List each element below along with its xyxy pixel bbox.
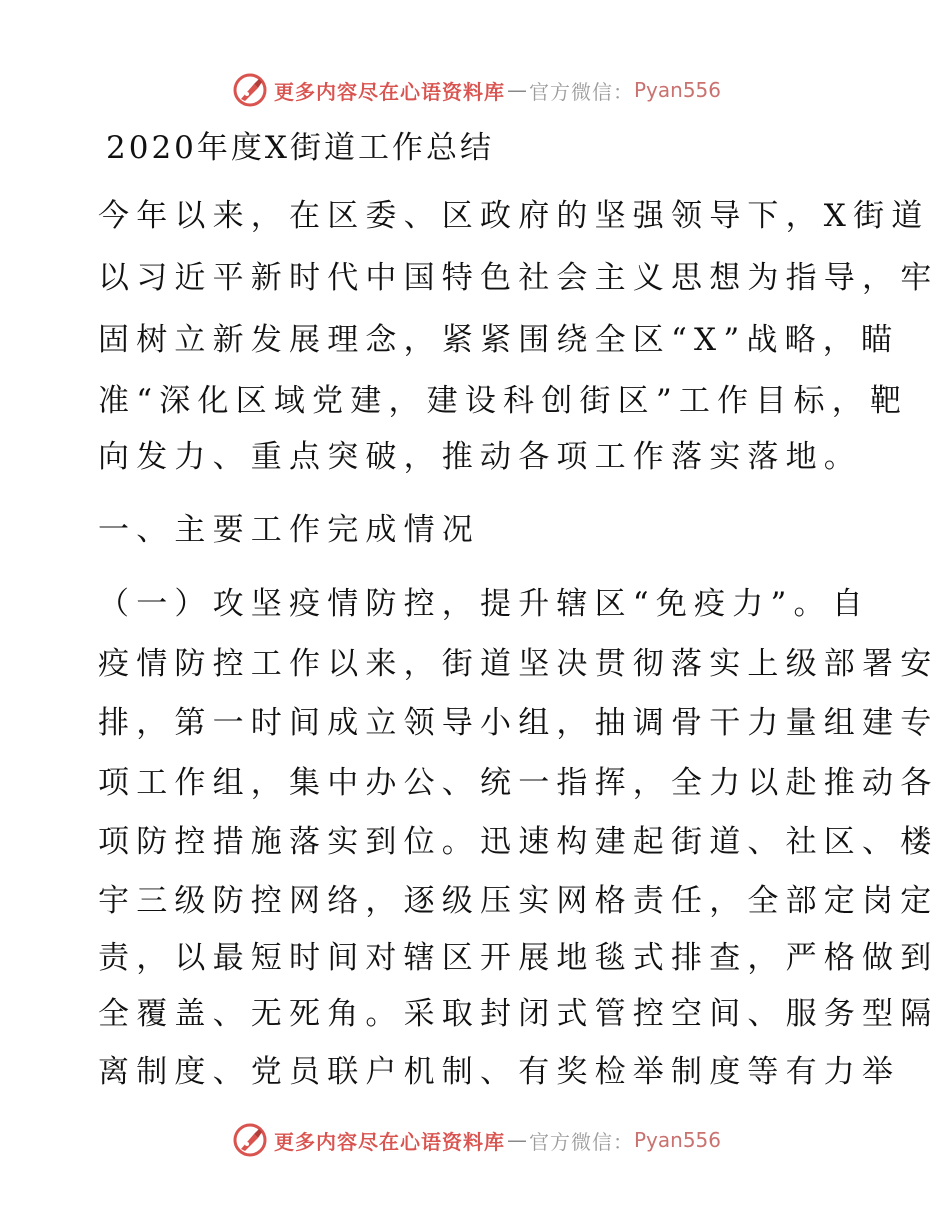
- body-line: 排，第一时间成立领导小组，抽调骨干力量组建专: [98, 705, 939, 741]
- watermark-dash: —: [507, 1128, 527, 1152]
- body-line: 固树立新发展理念，紧紧围绕全区“X”战略，瞄: [98, 322, 900, 358]
- body-line: 向发力、重点突破，推动各项工作落实落地。: [98, 439, 862, 475]
- watermark-dash: —: [507, 78, 527, 102]
- body-line: 疫情防控工作以来，街道坚决贯彻落实上级部署安: [98, 646, 939, 682]
- section-heading: 一、主要工作完成情况: [98, 512, 480, 548]
- body-line: 今年以来，在区委、区政府的坚强领导下，X街道: [98, 198, 930, 234]
- pen-nib-circle-icon: [232, 1122, 268, 1158]
- watermark-wechat-id: Pyan556: [634, 1128, 722, 1152]
- watermark-main-text: 更多内容尽在心语资料库: [274, 79, 505, 104]
- body-line: 离制度、党员联户机制、有奖检举制度等有力举: [98, 1054, 901, 1090]
- body-line: 项防控措施落实到位。迅速构建起街道、社区、楼: [98, 824, 939, 860]
- body-line: 准“深化区域党建，建设科创街区”工作目标，靶: [98, 383, 909, 419]
- body-line: 项工作组，集中办公、统一指挥，全力以赴推动各: [98, 765, 939, 801]
- subsection-heading: （一）攻坚疫情防控，提升辖区“免疫力”。自: [98, 586, 870, 622]
- document-title: 2020年度X街道工作总结: [106, 130, 494, 166]
- watermark-footer: [232, 1120, 721, 1160]
- body-line: 以习近平新时代中国特色社会主义思想为指导，牢: [98, 260, 939, 296]
- watermark-main-text: 更多内容尽在心语资料库: [274, 1129, 505, 1154]
- pen-nib-circle-icon: [232, 72, 268, 108]
- body-line: 责，以最短时间对辖区开展地毯式排查，严格做到: [98, 940, 939, 976]
- watermark-secondary-text: 官方微信：: [529, 79, 634, 104]
- watermark-secondary-text: 官方微信：: [529, 1129, 634, 1154]
- body-line: 全覆盖、无死角。采取封闭式管控空间、服务型隔: [98, 996, 939, 1032]
- watermark-wechat-id: Pyan556: [634, 78, 722, 102]
- body-line: 宇三级防控网络，逐级压实网格责任，全部定岗定: [98, 883, 939, 919]
- watermark-header: [232, 70, 721, 110]
